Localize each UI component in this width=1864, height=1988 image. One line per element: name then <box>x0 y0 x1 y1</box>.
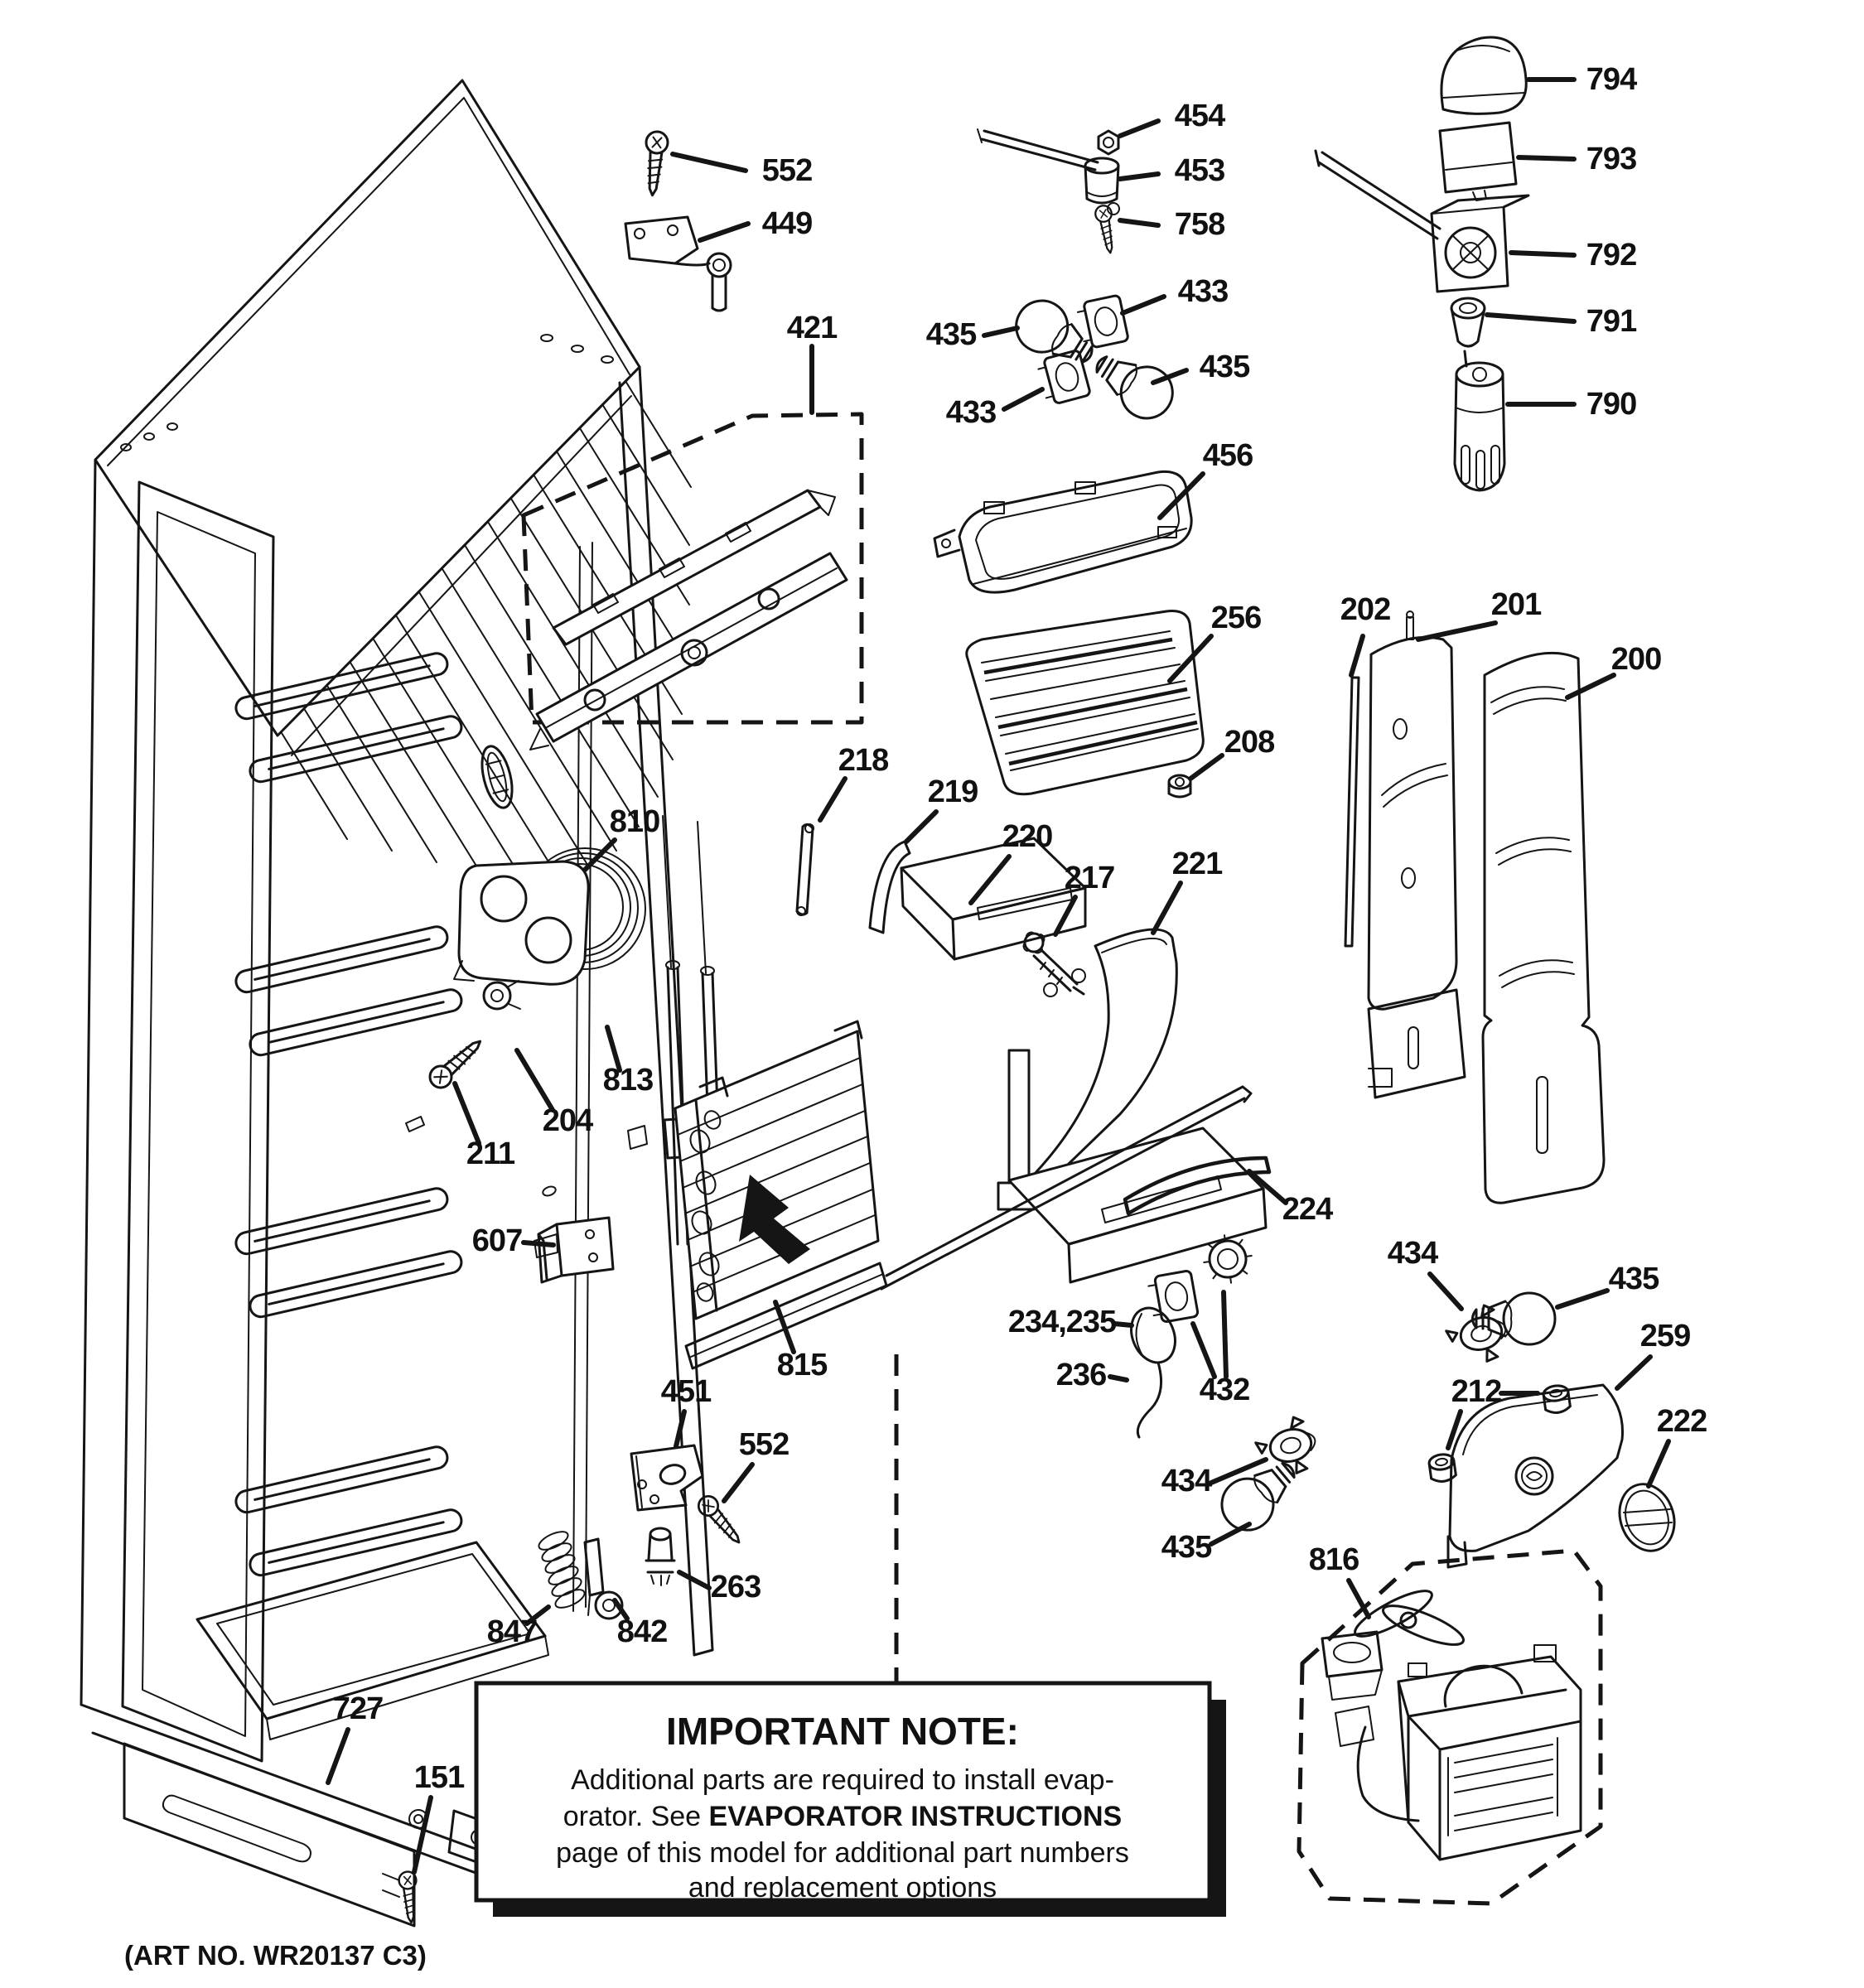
label-256: 256 <box>1210 601 1262 635</box>
label-435-middle: 435 <box>1161 1530 1212 1565</box>
label-204: 204 <box>542 1103 593 1138</box>
part-791-filter-adapter <box>1451 298 1485 366</box>
part-219-bracket <box>870 842 910 933</box>
note-line-1: Additional parts are required to install evap- <box>571 1764 1114 1796</box>
label-454: 454 <box>1174 99 1225 133</box>
label-217: 217 <box>1064 861 1115 895</box>
part-236-sensor-wire <box>1137 1363 1161 1437</box>
label-263: 263 <box>710 1570 761 1604</box>
part-451-bracket <box>631 1445 703 1510</box>
label-432: 432 <box>1199 1373 1250 1407</box>
part-433-socket-upper <box>1076 295 1128 350</box>
label-212: 212 <box>1451 1374 1502 1409</box>
part-435-bulb-right <box>1085 340 1182 427</box>
label-552-lower: 552 <box>738 1427 790 1462</box>
label-813: 813 <box>602 1063 654 1098</box>
top-face-holes <box>121 335 613 451</box>
part-221-duct-cover <box>998 929 1266 1282</box>
label-218: 218 <box>838 743 889 778</box>
part-421-light-assembly <box>530 490 847 750</box>
icemaker-inlet-cup <box>1322 1632 1382 1700</box>
part-220-duct-shelf <box>901 838 1085 959</box>
part-234-235-sensor-disc <box>1123 1301 1183 1369</box>
vent-grille <box>476 743 517 810</box>
label-435-upper-left: 435 <box>925 317 977 352</box>
part-256-shelf <box>967 611 1204 794</box>
label-236: 236 <box>1055 1358 1107 1392</box>
part-790-filter-cartridge <box>1455 363 1504 490</box>
label-816: 816 <box>1308 1542 1359 1577</box>
part-847-spring <box>536 1528 587 1612</box>
label-221: 221 <box>1171 847 1223 881</box>
part-813-fan-orifice <box>454 861 588 984</box>
part-432-socket-right <box>1200 1232 1255 1286</box>
label-421: 421 <box>786 311 838 345</box>
part-434-socket-middle <box>1252 1413 1322 1481</box>
note-line-2: orator. See EVAPORATOR INSTRUCTIONS <box>563 1801 1123 1832</box>
label-842: 842 <box>616 1614 668 1649</box>
label-202: 202 <box>1340 592 1391 627</box>
part-794-filter-cap <box>1441 37 1526 113</box>
label-151: 151 <box>413 1760 465 1795</box>
part-222-cap <box>1611 1477 1683 1558</box>
label-451: 451 <box>660 1374 712 1409</box>
note-line-4: and replacement options <box>688 1872 997 1904</box>
important-note-box <box>476 1683 1226 1917</box>
label-456: 456 <box>1202 438 1253 473</box>
label-200: 200 <box>1610 642 1662 677</box>
part-435-bulb-far-right <box>1473 1293 1556 1344</box>
label-201: 201 <box>1490 587 1542 622</box>
label-847: 847 <box>486 1614 538 1649</box>
label-435-right: 435 <box>1199 350 1250 384</box>
label-222: 222 <box>1656 1404 1707 1439</box>
part-454-nut <box>1099 131 1118 154</box>
label-219: 219 <box>927 774 978 809</box>
part-793-filter-housing <box>1440 123 1516 200</box>
part-263-fitting <box>646 1528 674 1585</box>
label-758: 758 <box>1174 207 1225 242</box>
part-727-kickplate <box>124 1744 414 1926</box>
part-792-filter-head <box>1316 151 1528 292</box>
part-202-trim-strip <box>1345 678 1359 946</box>
part-552-screw-top <box>641 131 669 196</box>
label-234-235: 234,235 <box>1007 1305 1117 1339</box>
label-433-lower: 433 <box>945 395 997 430</box>
label-434-right: 434 <box>1387 1236 1438 1271</box>
label-810: 810 <box>609 804 660 839</box>
note-line-3: page of this model for additional part numbers <box>556 1837 1129 1869</box>
part-816-icemaker <box>1322 1583 1581 1860</box>
label-607: 607 <box>471 1223 523 1258</box>
part-449-bracket <box>625 217 731 311</box>
label-791: 791 <box>1586 304 1637 339</box>
label-727: 727 <box>332 1691 384 1726</box>
label-435-far-right: 435 <box>1608 1262 1659 1296</box>
note-title: IMPORTANT NOTE: <box>666 1710 1019 1753</box>
label-224: 224 <box>1282 1192 1333 1227</box>
label-259: 259 <box>1639 1319 1691 1353</box>
part-552-screw-lower <box>695 1493 746 1549</box>
label-220: 220 <box>1002 819 1053 854</box>
part-204-spacer <box>484 981 520 1009</box>
label-794: 794 <box>1586 62 1637 97</box>
label-552-top: 552 <box>761 153 813 188</box>
part-151-screw <box>398 1871 420 1923</box>
part-758-screw <box>1094 205 1118 254</box>
part-218-rod <box>797 824 814 915</box>
label-208: 208 <box>1224 725 1275 760</box>
label-433-upper: 433 <box>1177 274 1229 309</box>
part-201-cover-panel <box>1369 611 1465 1098</box>
part-200-cover-panel <box>1483 653 1604 1203</box>
part-456-shield-frame <box>934 471 1191 592</box>
label-793: 793 <box>1586 142 1637 176</box>
label-434-middle: 434 <box>1161 1464 1212 1498</box>
part-208-nut <box>1169 775 1190 797</box>
art-number: (ART NO. WR20137 C3) <box>124 1940 427 1971</box>
label-792: 792 <box>1586 238 1637 273</box>
part-607-switch <box>534 1218 613 1282</box>
part-432-socket-left <box>1147 1271 1199 1324</box>
label-453: 453 <box>1174 153 1225 188</box>
part-259-light-shield <box>1448 1385 1623 1567</box>
part-433-socket-lower <box>1036 350 1091 406</box>
label-815: 815 <box>776 1348 828 1382</box>
label-211: 211 <box>466 1136 515 1171</box>
label-790: 790 <box>1586 387 1637 422</box>
label-449: 449 <box>761 206 813 241</box>
